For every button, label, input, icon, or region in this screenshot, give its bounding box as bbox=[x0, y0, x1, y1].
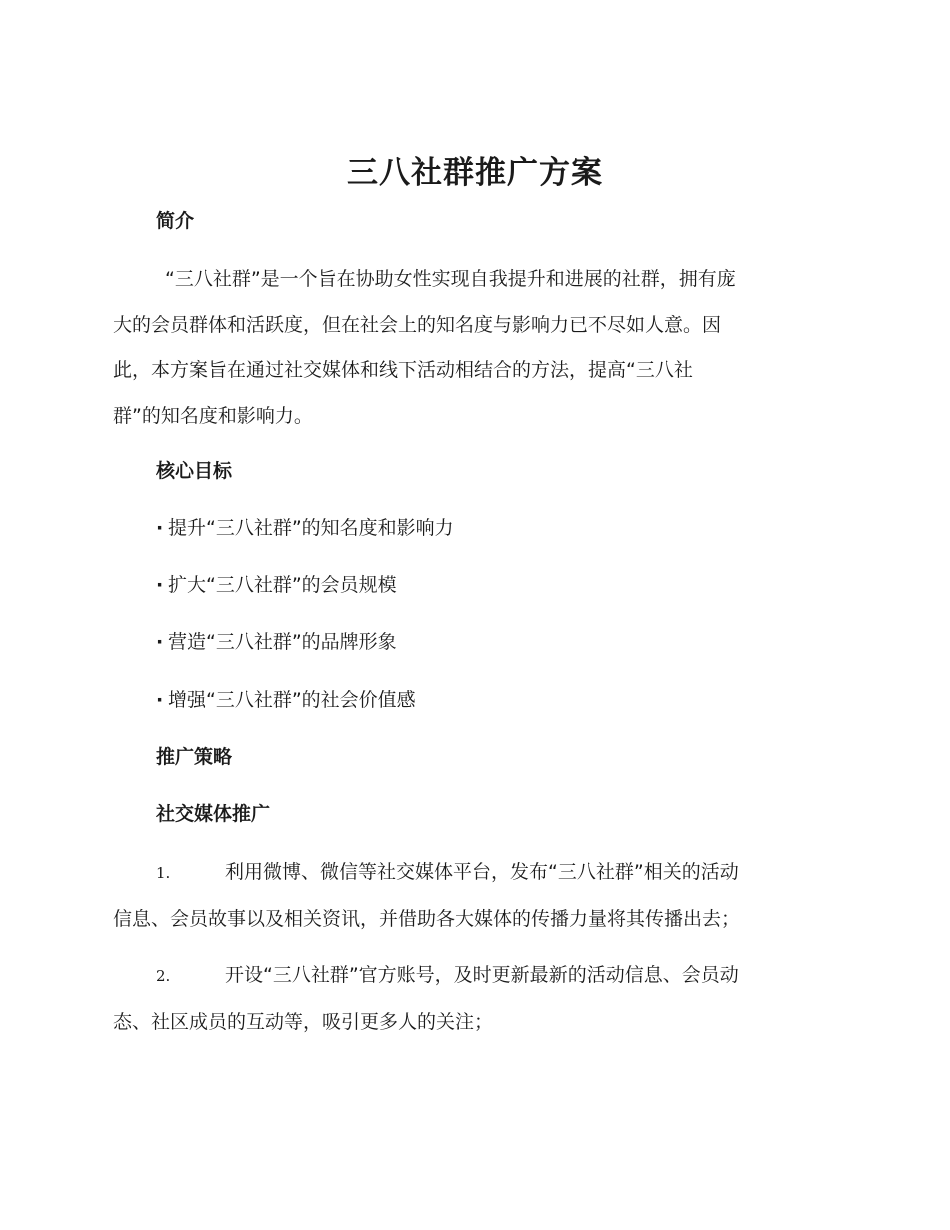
item-number: 2. bbox=[156, 967, 171, 985]
bullet-icon: · bbox=[156, 631, 164, 653]
strategy-item bbox=[113, 953, 835, 1045]
intro-line-1: “三八社群”是一个旨在协助女性实现自我提升和进展的社群，拥有庞 bbox=[165, 268, 736, 290]
goal-item: · 提升“三八社群”的知名度和影响力 bbox=[156, 514, 454, 542]
goal-item: · 扩大“三八社群”的会员规模 bbox=[156, 571, 397, 599]
document-title: 三八社群推广方案 bbox=[347, 155, 603, 191]
bullet-icon: · bbox=[156, 689, 164, 711]
strategy-item bbox=[113, 850, 835, 942]
goals-heading: 核心目标 bbox=[156, 460, 233, 482]
intro-line-4: 群”的知名度和影响力。 bbox=[113, 404, 313, 427]
strategy-item-line-2: 态、社区成员的互动等，吸引更多人的关注； bbox=[113, 1010, 494, 1033]
intro-line-2: 大的会员群体和活跃度，但在社会上的知名度与影响力已不尽如人意。因 bbox=[113, 313, 722, 336]
intro-paragraph bbox=[113, 257, 835, 439]
goal-item: · 营造“三八社群”的品牌形象 bbox=[156, 628, 397, 656]
strategy-heading: 推广策略 bbox=[156, 746, 233, 768]
strategy-item-line-1: 1. 利用微博、微信等社交媒体平台，发布“三八社群”相关的活动 bbox=[113, 850, 835, 897]
intro-heading: 简介 bbox=[156, 210, 195, 232]
bullet-icon: · bbox=[156, 517, 164, 539]
strategy-item-line-1: 2. 开设“三八社群”官方账号，及时更新最新的活动信息、会员动 bbox=[113, 953, 835, 1000]
social-media-subheading: 社交媒体推广 bbox=[156, 803, 271, 825]
bullet-icon: · bbox=[156, 574, 164, 596]
goal-item: · 增强“三八社群”的社会价值感 bbox=[156, 686, 416, 714]
item-number: 1. bbox=[156, 864, 171, 882]
intro-line-3: 此，本方案旨在通过社交媒体和线下活动相结合的方法，提高“三八社 bbox=[113, 359, 693, 381]
strategy-item-line-2: 信息、会员故事以及相关资讯，并借助各大媒体的传播力量将其传播出去； bbox=[113, 907, 741, 930]
